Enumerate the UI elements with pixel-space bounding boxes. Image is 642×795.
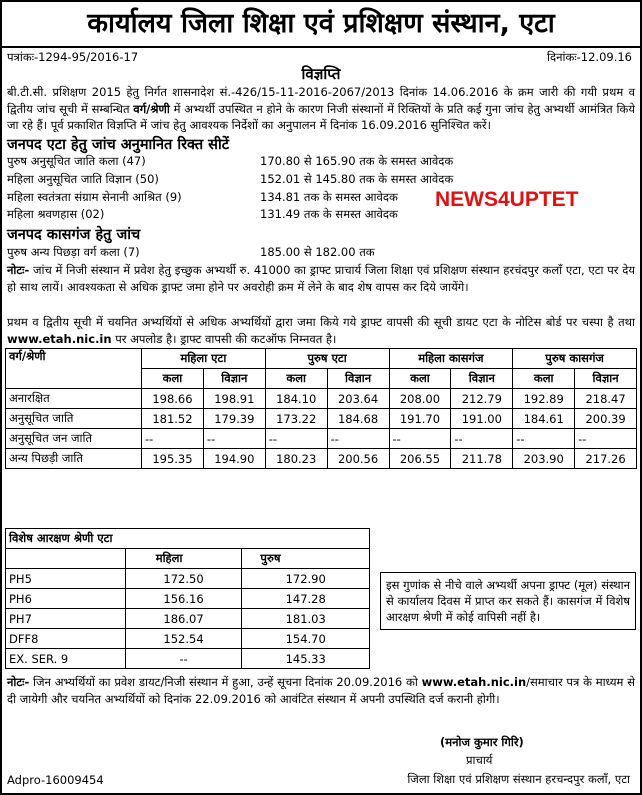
subheader-science: विज्ञान	[451, 369, 513, 389]
news4uptet-watermark: NEWS4UPTET	[435, 188, 579, 211]
table-cell: --	[142, 429, 204, 449]
kasganj-row-category: पुरुष अन्य पिछड़ा वर्ग कला (7)	[7, 245, 140, 259]
table-cell: 200.39	[575, 409, 637, 429]
table-row	[6, 649, 370, 669]
table-cell: --	[513, 429, 575, 449]
kasganj-row-range: 185.00 से 182.00 तक	[260, 245, 375, 259]
note-1: नोटः- जांच में निजी संस्थान में प्रवेश हेतु इच्छुक अभ्यर्थी रु. 41000 का ड्राफ्ट प्राचार्य जिला शिक्षा एवं प्रशिक्षण संस्थान हरचंदपुर कलाँ एटा, एटा पर देय हो साथ लायें। आवश्यकता से अधिक ड्राफ्ट जमा होने पर अवरोही क्रम में लेने के बाद शेष वापस कर दिये जायेंगे।	[7, 263, 635, 294]
etah-row-2-range: 152.01 से 145.80 तक के समस्त आवेदक	[260, 172, 454, 186]
etah-row-2-category: महिला अनुसूचित जाति विज्ञान (50)	[7, 172, 159, 186]
row-label: अनारक्षित	[6, 389, 142, 409]
table-cell: 212.79	[451, 389, 513, 409]
table-cell: 200.56	[327, 449, 389, 469]
note-2: नोटः- जिन अभ्यर्थियों का प्रवेश डायट/निजी संस्थान में हुआ, उन्हें सूचना दिनांक 20.09.2016 को www.etah.nic.in/समाचार पत्र के माध्यम से दी जायेगी और चयनित अभ्यर्थियों को दिनांक 22.09.2016 को आवंटित संस्थान में अपनी उपस्थिति दर्ज करानी होगी।	[7, 675, 635, 706]
subheader-science: विज्ञान	[327, 369, 389, 389]
etah-row-1-range: 170.80 से 165.90 तक के समस्त आवेदक	[260, 154, 454, 168]
table-cell: 152.54	[125, 629, 242, 649]
etah-row-1-category: पुरुष अनुसूचित जाति कला (47)	[7, 154, 146, 168]
table-cell: 203.64	[327, 389, 389, 409]
letter-date: दिनांकः-12.09.16	[547, 50, 632, 64]
group-header-male-kasganj: पुरुष कासगंज	[513, 349, 637, 369]
table-cell: 145.33	[242, 649, 370, 669]
table-cell: 181.52	[142, 409, 204, 429]
table-cell: 172.90	[242, 569, 370, 589]
table-row	[6, 429, 637, 449]
table-cell: 195.35	[142, 449, 204, 469]
subheader-arts: कला	[142, 369, 204, 389]
table-cell: 184.68	[327, 409, 389, 429]
table-cell: 154.70	[242, 629, 370, 649]
table-cell: 192.89	[513, 389, 575, 409]
signatory-designation: प्राचार्य	[466, 753, 493, 767]
intro-paragraph: बी.टी.सी. प्रशिक्षण 2015 हेतु निर्गत शासनादेश सं.-426/15-11-2016-2067/2013 दिनांक 14.06.2016 के क्रम जारी की गयी प्रथम व द्वितीय जांच सूची में सम्बन्धित वर्ग/श्रेणी में अभ्यर्थी उपस्थित न होने के कारण निजी संस्थानों में रिक्तियों के प्रति कई गुना जांच हेतु अभ्यर्थी आमंत्रित किये जा रहे हैं। पूर्व प्रकाशित विज्ञप्ति में जांच हेतु आवश्यक निर्देशों का अनुपालन में दिनांक 16.09.2016 सुनिश्चित करें।	[7, 85, 635, 132]
subheader-arts: कला	[513, 369, 575, 389]
table-cell: --	[389, 429, 451, 449]
subheader-arts: कला	[389, 369, 451, 389]
table-cell: 184.10	[265, 389, 327, 409]
special-header-empty	[6, 549, 126, 569]
row-label: PH7	[6, 609, 126, 629]
office-title: कार्यालय जिला शिक्षा एवं प्रशिक्षण संस्थान, एटा	[87, 8, 555, 39]
row-label: अनुसूचित जन जाति	[6, 429, 142, 449]
row-label: अन्य पिछड़ी जाति	[6, 449, 142, 469]
group-header-male-etah: पुरुष एटा	[265, 349, 389, 369]
table-cell: 186.07	[125, 609, 242, 629]
table-cell: 211.78	[451, 449, 513, 469]
table-cell: 218.47	[575, 389, 637, 409]
table-cell: 208.00	[389, 389, 451, 409]
row-label: PH6	[6, 589, 126, 609]
row-label: PH5	[6, 569, 126, 589]
table-cell: --	[575, 429, 637, 449]
table-row	[6, 569, 370, 589]
subheader-science: विज्ञान	[575, 369, 637, 389]
group-header-female-kasganj: महिला कासगंज	[389, 349, 513, 369]
subheader-science: विज्ञान	[203, 369, 265, 389]
table-cell: --	[203, 429, 265, 449]
table-cell: 180.23	[265, 449, 327, 469]
group-header-female-etah: महिला एटा	[142, 349, 266, 369]
special-header-male: पुरुष	[242, 549, 370, 569]
kasganj-heading: जनपद कासगंज हेतु जांच	[7, 227, 141, 243]
etah-row-4-range: 131.49 तक के समस्त आवेदक	[260, 207, 398, 221]
table-cell: 147.28	[242, 589, 370, 609]
adpro-code: Adpro-16009454	[7, 773, 104, 787]
letter-number: पत्रांकः-1294-95/2016-17	[7, 50, 139, 64]
row-label: EX. SER. 9	[6, 649, 126, 669]
table-cell: 198.66	[142, 389, 204, 409]
table-cell: 191.70	[389, 409, 451, 429]
table-row	[6, 449, 637, 469]
table-cell: 181.03	[242, 609, 370, 629]
table-cell: 198.91	[203, 389, 265, 409]
etah-row-4-category: महिला श्रवणहास (02)	[7, 207, 105, 221]
table-cell: 156.16	[125, 589, 242, 609]
cutoff-corner-header: वर्ग/श्रेणी	[6, 349, 142, 389]
special-reservation-table	[5, 528, 370, 669]
etah-heading: जनपद एटा हेतु जांच अनुमानित रिक्त सीटें	[7, 137, 230, 153]
draft-return-side-note: इस गुणांक से नीचे वाले अभ्यर्थी अपना ड्राफ्ट (मूल) संस्थान से कार्यालय दिवस में प्राप्त कर सकते हैं। कासगंज में विशेष आरक्षण श्रेणी में कोई वापिसी नहीं है।	[380, 572, 636, 630]
table-cell: 173.22	[265, 409, 327, 429]
table-row	[6, 589, 370, 609]
table-cell: --	[451, 429, 513, 449]
notice-title: विज्ञप्ति	[301, 65, 341, 83]
table-cell: --	[125, 649, 242, 669]
table-cell: 194.90	[203, 449, 265, 469]
table-cell: 184.61	[513, 409, 575, 429]
draft-return-paragraph: प्रथम व द्वितीय सूची में चयनित अभ्यर्थियों से अधिक अभ्यर्थियों द्वारा जमा किये गये ड्राफ्ट वापसी की सूची डायट एटा के नोटिस बोर्ड पर चस्पा है तथा www.etah.nic.in पर अपलोड है। ड्राफ्ट वापसी की कटऑफ निम्नवत है।	[7, 315, 635, 346]
table-row	[6, 389, 637, 409]
table-row	[6, 609, 370, 629]
special-table-title: विशेष आरक्षण श्रेणी एटा	[6, 529, 370, 549]
title-divider	[2, 46, 640, 48]
etah-row-3-category: महिला स्वतंत्रता संग्राम सेनानी आश्रित (9)	[7, 190, 182, 204]
table-cell: 179.39	[203, 409, 265, 429]
table-cell: 217.26	[575, 449, 637, 469]
special-header-female: महिला	[125, 549, 242, 569]
subheader-arts: कला	[265, 369, 327, 389]
etah-row-3-range: 134.81 तक के समस्त आवेदक	[260, 190, 398, 204]
table-cell: 203.90	[513, 449, 575, 469]
row-label: अनुसूचित जाति	[6, 409, 142, 429]
cutoff-table	[5, 348, 637, 469]
table-row	[6, 409, 637, 429]
signatory-office: जिला शिक्षा एवं प्रशिक्षण संस्थान हरचन्दपुर कलाँ, एटा	[407, 772, 630, 786]
table-cell: 206.55	[389, 449, 451, 469]
signatory-name: (मनोज कुमार गिरि)	[440, 735, 524, 749]
table-cell: 191.00	[451, 409, 513, 429]
table-row	[6, 629, 370, 649]
row-label: DFF8	[6, 629, 126, 649]
table-cell: 172.50	[125, 569, 242, 589]
table-cell: --	[265, 429, 327, 449]
table-cell: --	[327, 429, 389, 449]
